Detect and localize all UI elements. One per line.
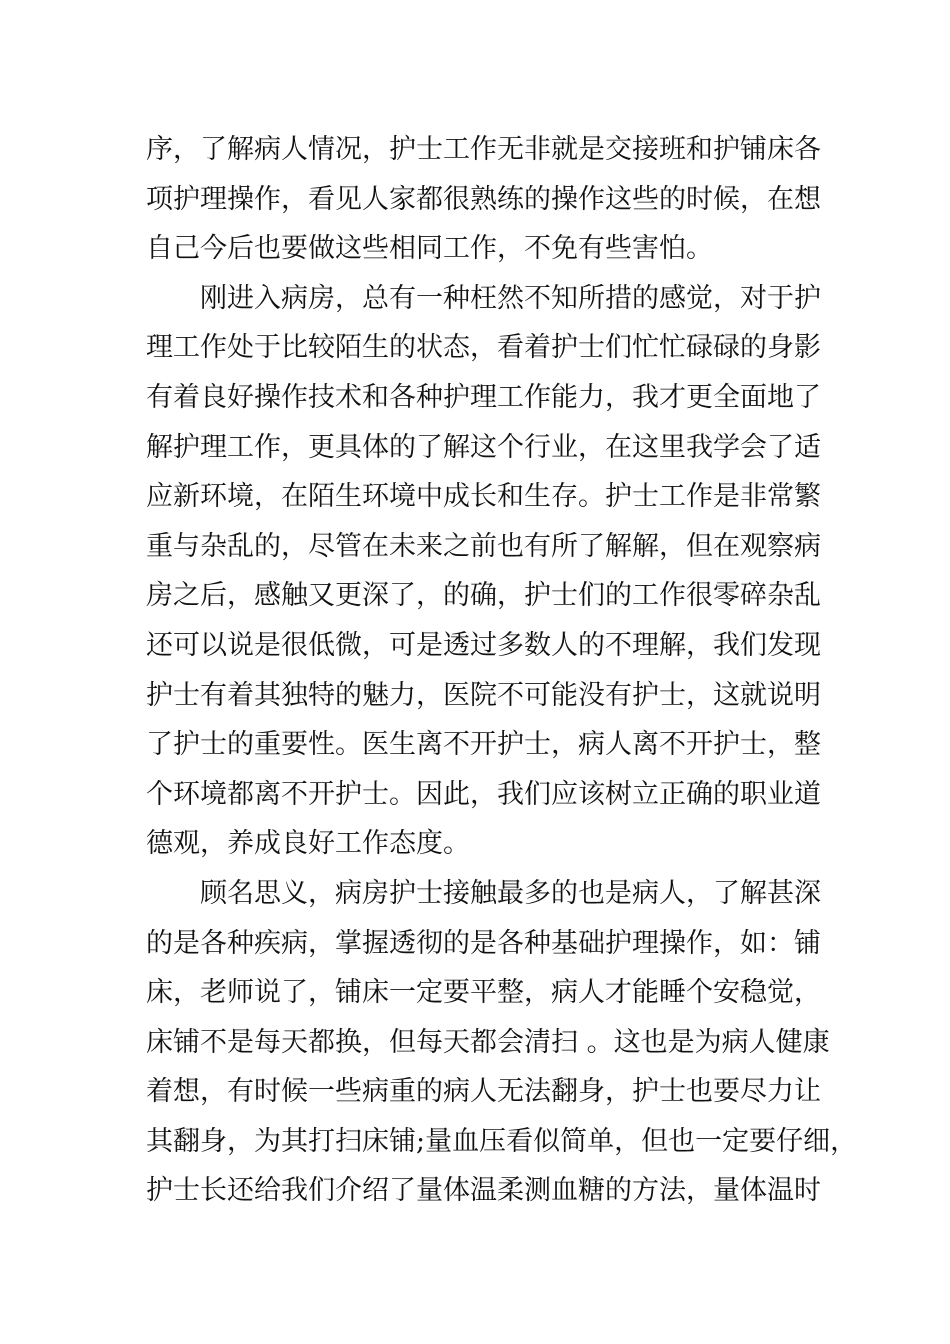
body-text [146,125,858,1216]
text-line: 着想，有时候一些病重的病人无法翻身，护士也要尽力让 [146,1076,821,1108]
text-line: 有着良好操作技术和各种护理工作能力，我才更全面地了 [146,381,821,413]
text-line: 了护士的重要性。医生离不开护士，病人离不开护士，整 [146,729,821,761]
text-line: 护士有着其独特的魅力，医院不可能没有护士，这就说明 [146,679,821,711]
text-line: 的是各种疾病，掌握透彻的是各种基础护理操作，如：铺 [146,927,821,959]
paragraph-start-line: 刚进入病房，总有一种枉然不知所措的感觉，对于护 [200,282,821,314]
text-line: 床铺不是每天都换，但每天都会清扫 。这也是为病人健康 [146,1026,830,1058]
text-line: 自己今后也要做这些相同工作，不免有些害怕。 [146,233,713,265]
text-line: 应新环境，在陌生环境中成长和生存。护士工作是非常繁 [146,481,821,513]
text-line: 床，老师说了，铺床一定要平整，病人才能睡个安稳觉， [146,977,821,1009]
text-line: 解护理工作，更具体的了解这个行业，在这里我学会了适 [146,431,821,463]
text-line: 项护理操作，看见人家都很熟练的操作这些的时候，在想 [146,183,821,215]
text-line: 序，了解病人情况，护士工作无非就是交接班和护铺床各 [146,134,821,165]
text-line: 护士长还给我们介绍了量体温柔测血糖的方法，量体温时 [146,1175,821,1207]
text-line: 德观，养成良好工作态度。 [146,828,470,860]
paragraph-start-line: 顾名思义，病房护士接触最多的也是病人，了解甚深 [200,877,821,909]
text-line: 房之后，感触又更深了，的确，护士们的工作很零碎杂乱 [146,580,821,612]
text-line: 还可以说是很低微，可是透过多数人的不理解，我们发现 [146,629,821,661]
text-line: 重与杂乱的，尽管在未来之前也有所了解解，但在观察病 [146,530,821,562]
text-line: 个环境都离不开护士。因此，我们应该树立正确的职业道 [146,778,821,810]
text-line: 理工作处于比较陌生的状态，看着护士们忙忙碌碌的身影 [146,332,821,364]
text-line: 其翻身，为其打扫床铺;量血压看似简单，但也一定要仔细， [146,1125,858,1157]
